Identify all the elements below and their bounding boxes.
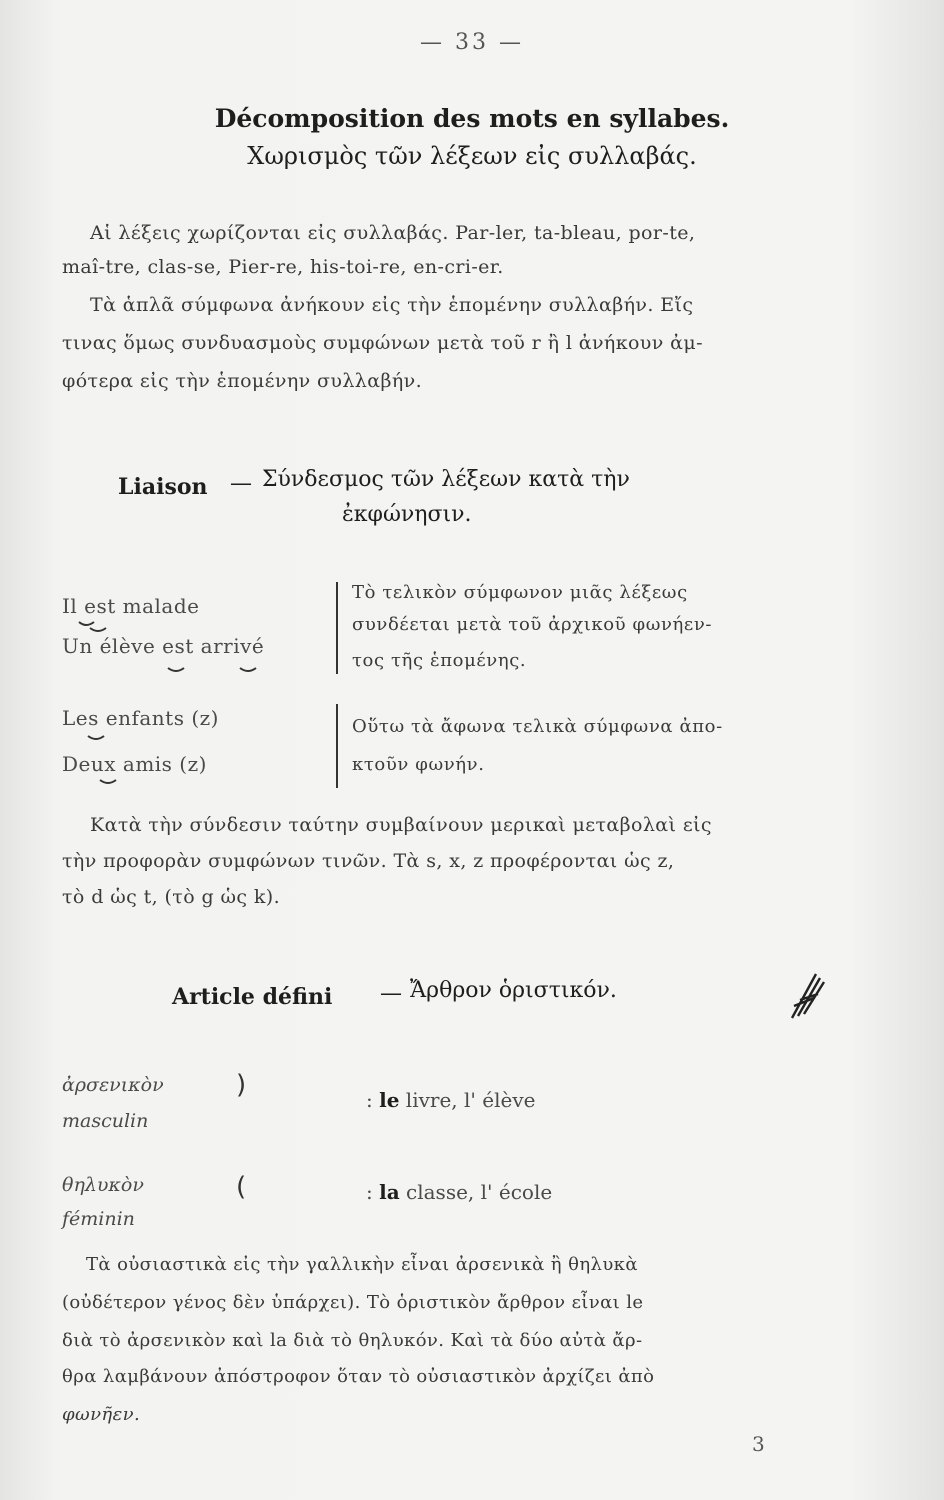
explanation-line: συνδέεται μετὰ τοῦ ἀρχικοῦ φωνήεν- bbox=[352, 614, 713, 635]
note-line: (οὐδέτερον γένος δὲν ὑπάρχει). Τὸ ὁριστικὸν ἄρθρον εἶναι le bbox=[62, 1292, 644, 1313]
liaison-title-gr-2: ἐκφώνησιν. bbox=[342, 502, 472, 527]
text-line: τινας ὅμως συνδυασμοὺς συμφώνων μετὰ τοῦ r ἢ l ἀνήκουν ἀμ- bbox=[62, 332, 703, 354]
text-line: maî-tre, clas-se, Pier-re, his-toi-re, en-cri-er. bbox=[62, 256, 504, 278]
brace: ) bbox=[236, 1070, 247, 1100]
example-line: Il est malade bbox=[62, 594, 200, 618]
feminine-examples: classe, l' école bbox=[406, 1180, 553, 1204]
note-line: διὰ τὸ ἀρσενικὸν καὶ la διὰ τὸ θηλυκόν. Καὶ τὰ δύο αὐτὰ ἄρ- bbox=[62, 1330, 643, 1351]
example-line: Deux amis (z) bbox=[62, 752, 207, 776]
liaison-marks bbox=[60, 706, 260, 796]
section-title-gr: Χωρισμὸς τῶν λέξεων εἰς συλλαβάς. bbox=[247, 142, 697, 170]
feminine-gloss bbox=[366, 1180, 552, 1204]
article-title-gr: Ἄρθρον ὁριστικόν. bbox=[410, 978, 617, 1003]
example-line: Les enfants (z) bbox=[62, 706, 219, 730]
brace: ( bbox=[236, 1172, 247, 1202]
explanation-line: Τὸ τελικὸν σύμφωνον μιᾶς λέξεως bbox=[352, 582, 688, 603]
divider-bar bbox=[336, 582, 338, 674]
explanation-line: τος τῆς ἑπομένης. bbox=[352, 650, 527, 671]
divider-bar bbox=[336, 704, 338, 788]
text-line: Κατὰ τὴν σύνδεσιν ταύτην συμβαίνουν μερικαὶ μεταβολαὶ εἰς bbox=[90, 814, 712, 836]
masculine-article: le bbox=[379, 1088, 400, 1112]
masculine-examples: livre, l' élève bbox=[405, 1088, 536, 1112]
example-line: Un élève est arrivé bbox=[62, 634, 265, 658]
text-line: Τὰ ἁπλᾶ σύμφωνα ἀνήκουν εἰς τὴν ἑπομένην συλλαβήν. Εἴς bbox=[90, 294, 694, 316]
masculine-fr: masculin bbox=[62, 1110, 149, 1132]
note-line: Τὰ οὐσιαστικὰ εἰς τὴν γαλλικὴν εἶναι ἀρσενικὰ ἢ θηλυκὰ bbox=[86, 1254, 638, 1275]
page-number-top: — 33 — bbox=[420, 30, 524, 55]
liaison-title-fr: Liaison bbox=[118, 474, 208, 500]
text-line: τὸ d ὡς t, (τὸ g ὡς k). bbox=[62, 886, 281, 908]
page-number-bottom: 3 bbox=[752, 1432, 765, 1456]
masculine-gloss bbox=[366, 1088, 535, 1112]
liaison-title-gr: Σύνδεσμος τῶν λέξεων κατὰ τὴν bbox=[262, 467, 630, 492]
colon: : bbox=[366, 1180, 373, 1204]
feminine-article: la bbox=[379, 1180, 400, 1204]
article-dash: — bbox=[380, 981, 402, 1006]
feminine-gr: θηλυκὸν bbox=[62, 1174, 144, 1196]
masculine-gr: ἀρσενικὸν bbox=[62, 1074, 164, 1096]
article-title-fr: Article défini bbox=[172, 984, 333, 1010]
liaison-dash: — bbox=[230, 471, 252, 496]
explanation-line: κτοῦν φωνήν. bbox=[352, 754, 485, 775]
text-line: τὴν προφορὰν συμφώνων τινῶν. Τὰ s, x, z προφέρονται ὡς z, bbox=[62, 850, 675, 872]
note-line: θρα λαμβάνουν ἀπόστροφον ὅταν τὸ οὐσιαστικὸν ἀρχίζει ἀπὸ bbox=[62, 1366, 655, 1387]
text-line: Αἱ λέξεις χωρίζονται εἰς συλλαβάς. Par-ler, ta-bleau, por-te, bbox=[90, 222, 696, 244]
text-line: φότερα εἰς τὴν ἑπομένην συλλαβήν. bbox=[62, 370, 423, 392]
section-title-fr: Décomposition des mots en syllabes. bbox=[214, 104, 730, 133]
explanation-line: Οὕτω τὰ ἄφωνα τελικὰ σύμφωνα ἀπο- bbox=[352, 716, 723, 737]
feminine-fr: féminin bbox=[62, 1208, 135, 1230]
pencil-mark-icon bbox=[780, 966, 830, 1026]
liaison-marks bbox=[60, 590, 320, 680]
note-line: φωνῆεν. bbox=[62, 1404, 141, 1425]
colon: : bbox=[366, 1088, 373, 1112]
